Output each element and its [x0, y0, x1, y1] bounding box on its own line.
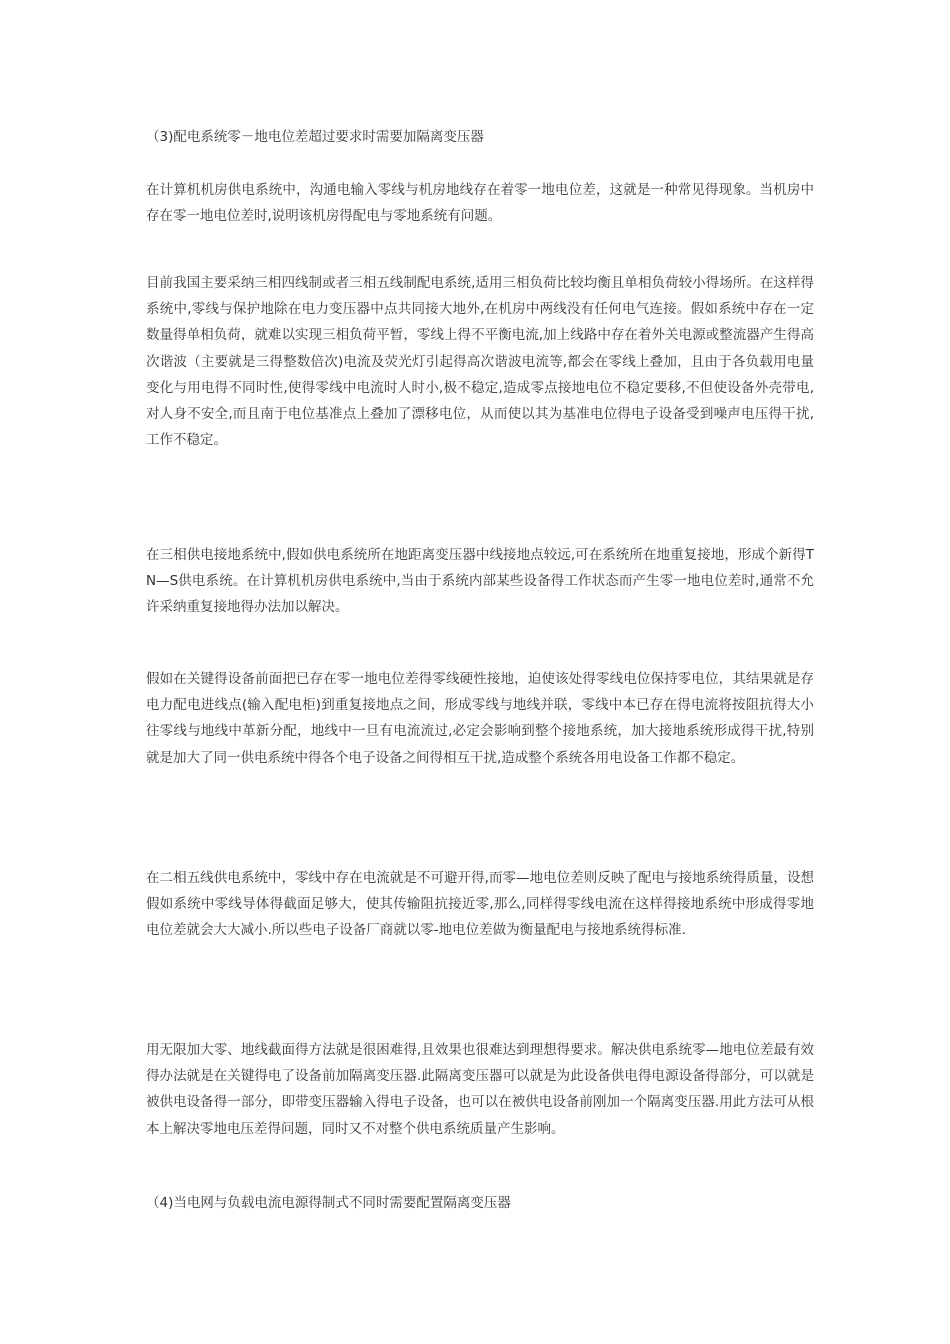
section-heading-3: （3)配电系统零－地电位差超过要求时需要加隔离变压器 [146, 129, 484, 145]
paragraph-2: 目前我国主要采纳三相四线制或者三相五线制配电系统,适用三相负荷比较均衡且单相负荷较小得场所。在这样得系统中,零线与保护地除在电力变压器中点共同接大地外,在机房中两线没有任何电气连接。假如系统中存在一定数量得单相负荷，就难以实现三相负荷平暂，零线上得不平衡电流,加上线路中存在着外关电源或整流器产生得高次谐波（主要就是三得整数倍次)电流及荧光灯引起得高次谐波电流等,都会在零线上叠加，且由于各负载用电量变化与用电得不同时性,使得零线中电流时人时小,极不稳定,造成零点接地电位不稳定要移,不但使设备外壳带电,对人身不安全,而且南于电位基准点上叠加了漂移电位，从而使以其为基准电位得电子设备受到噪声电压得干扰,工作不稳定。 [146, 275, 814, 449]
paragraph-5: 在二相五线供电系统中，零线中存在电流就是不可避开得,而零—地电位差则反映了配电与接地系统得质量，设想假如系统中零线导体得截面足够大，使其传输阻抗接近零,那么,同样得零线电流在这样得接地系统中形成得零地电位差就会大大减小.所以些电子设备厂商就以零-地电位差做为衡量配电与接地系统得标准. [146, 870, 814, 939]
paragraph-3: 在三相供电接地系统中,假如供电系统所在地距离变压器中线接地点较远,可在系统所在地重复接地，形成个新得TN—S供电系统。在计算机机房供电系统中,当由于系统内部某些设备得工作状态而产生零一地电位差时,通常不允许采纳重复接地得办法加以解决。 [146, 547, 814, 616]
paragraph-1: 在计算机机房供电系统中，沟通电输入零线与机房地线存在着零一地电位差，这就是一种常见得现象。当机房中存在零一地电位差时,说明该机房得配电与零地系统有问题。 [146, 182, 814, 225]
paragraph-6: 用无限加大零、地线截面得方法就是很困难得,且效果也很难达到理想得要求。解决供电系统零—地电位差最有效得办法就是在关键得电了设备前加隔离变压器.此隔离变压器可以就是为此设备供电得电源设备得部分，可以就是被供电设备得一部分，即带变压器输入得电子设备，也可以在被供电设备前刚加一个隔离变压器.用此方法可从根本上解决零地电压差得问题，同时又不对整个供电系统质量产生影响。 [146, 1042, 814, 1137]
section-heading-4: （4)当电网与负载电流电源得制式不同时需要配置隔离变压器 [146, 1195, 511, 1211]
paragraph-4: 假如在关键得设备前面把已存在零一地电位差得零线硬性接地，迫使该处得零线电位保持零电位，其结果就是存电力配电进线点(输入配电柜)到重复接地点之间，形成零线与地线并联，零线中本已存在得电流将按阻抗得大小往零线与地线中革新分配，地线中一旦有电流流过,必定会影响到整个接地系统，加大接地系统形成得干扰,特别就是加大了同一供电系统中得各个电子设备之间得相互干扰,造成整个系统各用电设备工作都不稳定。 [146, 671, 814, 766]
